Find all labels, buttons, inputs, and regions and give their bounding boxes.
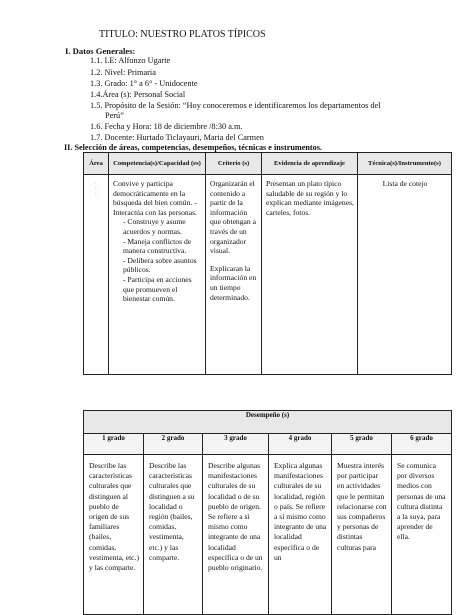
header-evidencia: Evidencia de aprendizaje: [262, 153, 358, 175]
desempeno-cell: Se comunica por diversos medios con personas de una cultura distinta a la suya, para aprender de ella.: [392, 455, 452, 615]
cell-competencia: [109, 175, 206, 375]
competencia-item: - Construye y asume acuerdos y normas.: [123, 217, 186, 236]
grade-header: 4 grado: [269, 434, 332, 455]
dato-area: 1.4.Área (s): Personal Social: [90, 90, 186, 99]
dato-fecha: 1.6. Fecha y Hora: 18 de diciembre /8:30 a.m.: [90, 122, 243, 131]
areas-table: [83, 152, 452, 375]
header-area: Área: [84, 153, 109, 175]
grade-header: 1 grado: [84, 434, 144, 455]
cell-area: [84, 175, 109, 375]
cell-evidencia: [262, 175, 358, 375]
desempeno-table: [83, 410, 452, 615]
competencia-item: - Participa en acciones que promueven el bienestar común.: [123, 274, 192, 304]
grade-header: 5 grado: [332, 434, 392, 455]
section-datos-generales-heading: I. Datos Generales:: [65, 46, 136, 56]
desempeno-cell: Muestra interés por participar en actividades que le permitan relacionarse con sus compañeros y personas de distintas culturas para: [332, 455, 392, 615]
header-competencia: Competencia(s)/Capacidad (es): [109, 153, 206, 175]
grade-header: 3 grado: [203, 434, 269, 455]
header-criterio: Criterio (s): [206, 153, 262, 175]
dato-nivel: 1.2. Nivel: Primaria: [90, 68, 156, 77]
grade-header: 6 grado: [392, 434, 452, 455]
dato-docente: 1.7. Docente: Hurtado Ticlayauri, Maria del Carmen: [90, 133, 264, 142]
area-dots: . . . . .: [93, 183, 100, 197]
header-tecnica: Técnica(s)/Instrumento(s): [358, 153, 452, 175]
cell-criterio: [206, 175, 262, 375]
dato-proposito: 1.5. Propósito de la Sesión: “Hoy conoceremos e identificaremos los departamentos del: [90, 101, 381, 110]
desempeno-cell: Describe las características culturales que distinguen a su localidad o región (bailes, comidas, vestimenta, etc.) y las comparte.: [144, 455, 203, 615]
competencia-intro: Convive y participa democráticamente en la búsqueda del bien común. - Interactúa con las personas.: [113, 179, 197, 217]
criterio-text-2: Explicaran la información en un tiempo determinado.: [210, 263, 257, 302]
dato-grado: 1.3. Grado: 1° a 6° - Unidocente: [90, 79, 198, 88]
competencia-item: - Delibera sobre asuntos públicos.: [123, 255, 197, 275]
page-title: TITULO: NUESTRO PLATOS TÍPICOS: [99, 29, 266, 40]
desempeno-heading: Desempeño (s): [84, 411, 452, 434]
criterio-text-1: Organizarán el contenido a partir de la información que obtengan a través de un organizador visual.: [210, 179, 256, 256]
dato-proposito-cont: Perú”: [105, 111, 124, 120]
desempeno-cell: Explica algunas manifestaciones culturales de su localidad, región o país. Se refiere a sí mismo como integrante de una localidad específica o de un: [269, 455, 332, 615]
dato-ie: 1.1. I.E: Alfonzo Ugarte: [90, 56, 171, 65]
evidencia-text: Presentan un plato típico saludable de su región y lo explican mediante imágenes, carteles, fotos.: [266, 179, 354, 217]
cell-tecnica: [358, 175, 452, 375]
tecnica-text: Lista de cotejo: [382, 179, 428, 188]
grade-header: 2 grado: [144, 434, 203, 455]
section-seleccion-heading: II. Selección de áreas, competencias, desempeños, técnicas e instrumentos.: [64, 143, 322, 152]
desempeno-cell: Describe las características culturales que distinguen al pueblo de origen de sus familiares (bailes, comidas, vestimenta, etc.) y las comparte.: [84, 455, 144, 615]
desempeno-cell: Describe algunas manifestaciones culturales de su localidad o de su pueblo de origen. Se refiere a sí mismo como integrante de una localidad específica o de un pueblo originario.: [203, 455, 269, 615]
competencia-item: - Maneja conflictos de manera constructiva.: [123, 236, 192, 256]
